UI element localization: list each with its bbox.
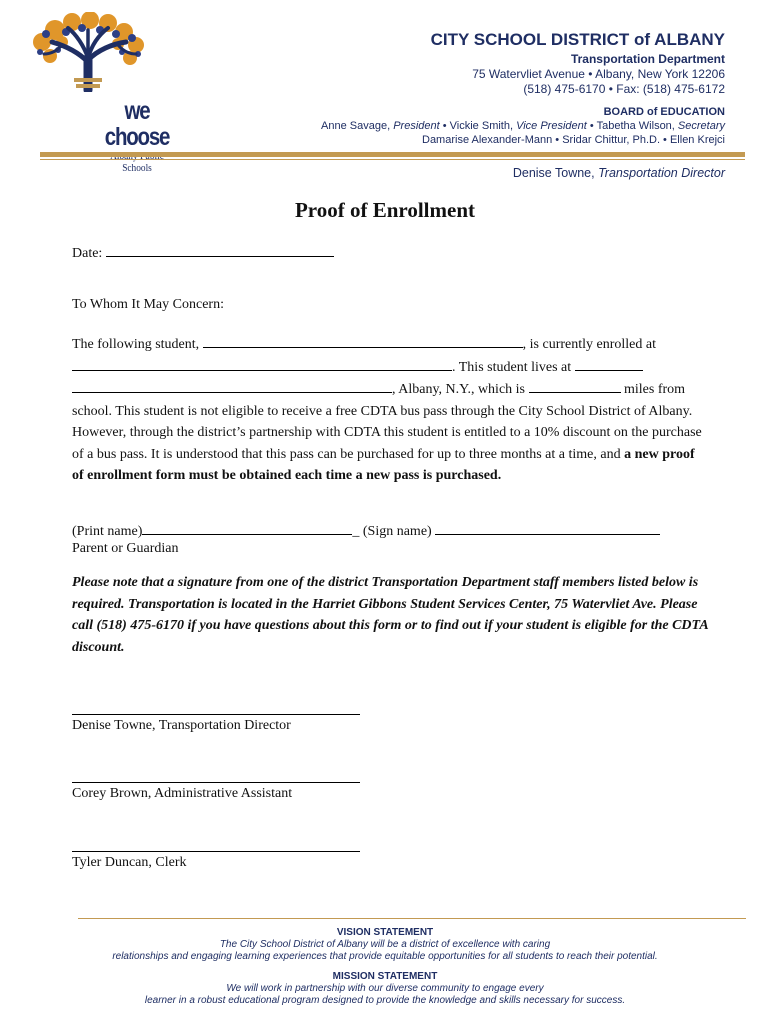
director-name: Denise Towne, xyxy=(512,166,599,180)
separator: • xyxy=(439,120,450,132)
signature-line-assistant[interactable] xyxy=(72,782,360,783)
school-field[interactable] xyxy=(72,356,452,371)
board-members-line2: Damarise Alexander-Mann • Sridar Chittur, Ph.D. • Ellen Krejci xyxy=(422,134,725,146)
separator: • xyxy=(586,120,597,132)
date-row xyxy=(72,242,334,264)
board-members-line1 xyxy=(165,119,725,133)
date-label: Date: xyxy=(72,246,106,261)
text-albany: , Albany, N.Y., which is xyxy=(392,382,529,397)
footer-divider xyxy=(78,918,746,919)
address-field-2[interactable] xyxy=(72,378,392,393)
form-title: Proof of Enrollment xyxy=(294,198,476,222)
date-field[interactable] xyxy=(106,242,334,257)
signatory-director: Denise Towne, Transportation Director xyxy=(72,718,291,733)
sign-name-field[interactable] xyxy=(435,520,660,535)
tree-icon xyxy=(22,12,162,92)
transportation-director xyxy=(513,166,725,180)
header-divider xyxy=(40,152,745,157)
footer xyxy=(0,927,770,1007)
district-logo xyxy=(22,12,170,174)
paragraph-bold-text: a new proof of enrollment form must be obtained each time a new pass is purchased. xyxy=(72,446,695,483)
paragraph-rest xyxy=(72,404,702,484)
text-enrolled-at: , is currently enrolled at xyxy=(522,337,656,352)
letterhead xyxy=(165,30,725,147)
board-member-name: Anne Savage, xyxy=(321,120,394,132)
signature-line-director[interactable] xyxy=(72,714,360,715)
paragraph-text: school. This student is not eligible to receive a free CDTA bus pass through the City School District of Albany. However, through the district’s partnership with CDTA this student is entitled to a 10% discount on the purchase of a bus pass. It is understood that this pass can be purchased for up to three months at a time, and xyxy=(72,403,702,462)
signature-note: Please note that a signature from one of the district Transportation Department staff members listed below is required. Transportation is located in the Harriet Gibbons Student Services Center, 75 Watervliet Ave. Please call (518) 475-6170 if you have questions about this form or to find out if your student is eligible for the CDTA discount. xyxy=(72,575,708,655)
mission-text-2: learner in a robust educational program designed to provide the knowledge and skills necessary for success. xyxy=(144,995,626,1006)
vision-text-1: The City School District of Albany will be a district of excellence with caring xyxy=(219,939,551,950)
vision-text-2: relationships and engaging learning experiences that provide equitable opportunities for all students to reach their potential. xyxy=(112,951,658,962)
miles-field[interactable] xyxy=(529,378,621,393)
board-member-role: President xyxy=(393,120,440,132)
mission-title: MISSION STATEMENT xyxy=(332,971,438,982)
board-member-role: Vice President xyxy=(516,120,587,132)
district-name: CITY SCHOOL DISTRICT of ALBANY xyxy=(430,30,725,49)
address: 75 Watervliet Avenue • Albany, New York 12206 xyxy=(472,67,725,81)
board-member-name: Tabetha Wilson, xyxy=(596,120,678,132)
print-name-label: (Print name) xyxy=(72,524,143,539)
guardian-label: Parent or Guardian xyxy=(72,541,179,556)
signatory-clerk: Tyler Duncan, Clerk xyxy=(72,855,187,870)
department-name: Transportation Department xyxy=(570,52,725,66)
board-title: BOARD of EDUCATION xyxy=(603,106,725,118)
paragraph-line xyxy=(72,333,702,356)
text-lives-at: . This student lives at xyxy=(452,359,575,375)
logo-brand: we choose xyxy=(104,97,170,151)
paragraph-line xyxy=(72,378,702,401)
signature-line-clerk[interactable] xyxy=(72,851,360,852)
board-member-role: Secretary xyxy=(677,120,725,132)
board-member-name: Vickie Smith, xyxy=(449,120,517,132)
sign-name-label: (Sign name) xyxy=(362,524,436,539)
print-name-field[interactable] xyxy=(142,520,352,535)
logo-subtitle: Schools xyxy=(122,162,152,174)
director-role: Transportation Director xyxy=(598,166,725,180)
header-divider-thin xyxy=(40,159,745,160)
underscore-mark: _ xyxy=(352,524,363,539)
paragraph-line xyxy=(72,356,702,379)
mission-text-1: We will work in partnership with our diverse community to engage every xyxy=(226,983,544,994)
student-name-field[interactable] xyxy=(203,333,523,348)
salutation: To Whom It May Concern: xyxy=(72,297,224,312)
signatory-assistant: Corey Brown, Administrative Assistant xyxy=(72,786,293,801)
vision-title: VISION STATEMENT xyxy=(336,927,434,938)
text-miles-from: miles from xyxy=(620,382,686,397)
text-student: The following student, xyxy=(72,337,203,352)
phone-fax: (518) 475-6170 • Fax: (518) 475-6172 xyxy=(523,82,725,96)
address-field-1[interactable] xyxy=(575,356,643,371)
enrollment-paragraph xyxy=(72,333,702,487)
